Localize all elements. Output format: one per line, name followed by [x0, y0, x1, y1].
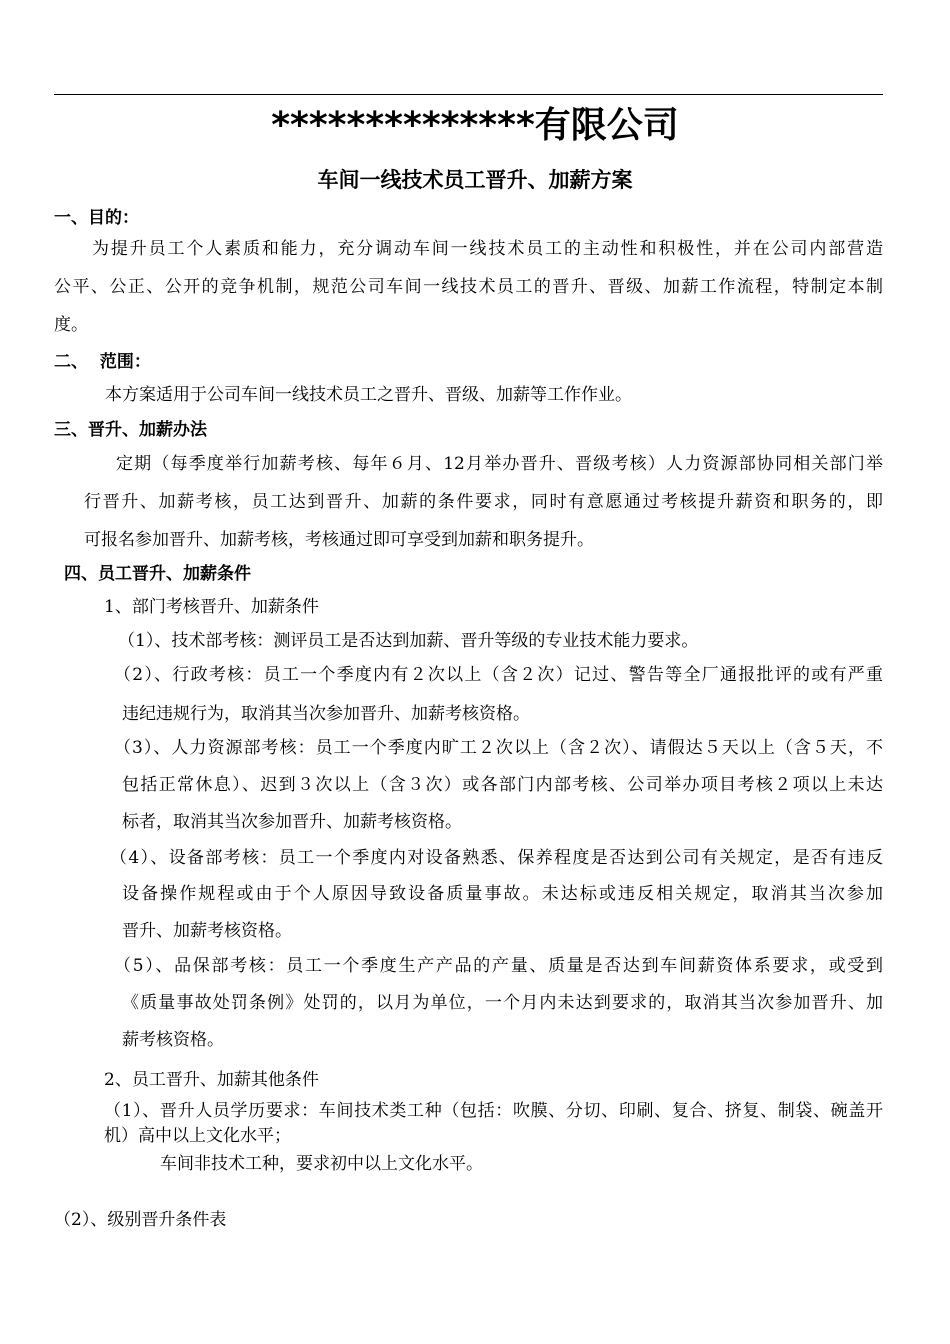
list-item: （5）、品保部考核：员工一个季度生产产品的产量、质量是否达到车间薪资体系要求，或受到	[114, 956, 883, 976]
list-item-note: 车间非技术工种，要求初中以上文化水平。	[160, 1154, 483, 1174]
list-item-continuation: 违纪违规行为，取消其当次参加晋升、加薪考核资格。	[122, 704, 530, 724]
section-4-heading: 四、员工晋升、加薪条件	[64, 564, 251, 584]
list-item-continuation: 设备操作规程或由于个人原因导致设备质量事故。未达标或违反相关规定，取消其当次参加	[122, 884, 883, 904]
list-item-continuation: 《质量事故处罚条例》处罚的，以月为单位，一个月内未达到要求的，取消其当次参加晋升、加	[122, 993, 883, 1013]
list-item: （2）、级别晋升条件表	[54, 1210, 227, 1230]
list-item: （4）、设备部考核：员工一个季度内对设备熟悉、保养程度是否达到公司有关规定，是否有违反	[110, 848, 883, 868]
section-3-heading: 三、晋升、加薪办法	[54, 420, 207, 440]
paragraph-line: 公平、公正、公开的竞争机制，规范公司车间一线技术员工的晋升、晋级、加薪工作流程，特制定本制	[54, 277, 883, 297]
header-rule	[54, 94, 883, 95]
company-title: **************有限公司	[271, 105, 679, 146]
paragraph-line: 定期（每季度举行加薪考核、每年６月、12月举办晋升、晋级考核）人力资源部协同相关部门举	[116, 454, 883, 474]
paragraph-line: 度。	[54, 315, 88, 335]
subsection-2-title: 2、员工晋升、加薪其他条件	[104, 1070, 319, 1090]
paragraph-line: 为提升员工个人素质和能力，充分调动车间一线技术员工的主动性和积极性，并在公司内部营造	[92, 239, 883, 259]
list-item-continuation: 机）高中以上文化水平；	[104, 1126, 291, 1146]
list-item: （2）、行政考核：员工一个季度内有２次以上（含２次）记过、警告等全厂通报批评的或有严重	[114, 665, 883, 685]
section-1-heading: 一、目的：	[54, 208, 139, 228]
paragraph-line: 本方案适用于公司车间一线技术员工之晋升、晋级、加薪等工作作业。	[105, 385, 632, 405]
list-item: （1）、技术部考核：测评员工是否达到加薪、晋升等级的专业技术能力要求。	[118, 631, 699, 651]
paragraph-line: 可报名参加晋升、加薪考核，考核通过即可享受到加薪和职务提升。	[84, 530, 594, 550]
list-item: （3）、人力资源部考核：员工一个季度内旷工２次以上（含２次）、请假达５天以上（含５天，不	[114, 738, 883, 758]
list-item-continuation: 包括正常休息）、迟到３次以上（含３次）或各部门内部考核、公司举办项目考核２项以上未达	[122, 775, 883, 795]
section-2-heading: 二、 范围：	[54, 352, 151, 372]
list-item: （1）、晋升人员学历要求：车间技术类工种（包括：吹膜、分切、印刷、复合、挤复、制袋、碗盖开	[104, 1101, 883, 1121]
subsection-1-title: 1、部门考核晋升、加薪条件	[104, 597, 319, 617]
paragraph-line: 行晋升、加薪考核，员工达到晋升、加薪的条件要求，同时有意愿通过考核提升薪资和职务的，即	[84, 492, 883, 512]
document-subtitle: 车间一线技术员工晋升、加薪方案	[317, 168, 633, 192]
list-item-continuation: 标者，取消其当次参加晋升、加薪考核资格。	[122, 812, 462, 832]
list-item-continuation: 薪考核资格。	[122, 1030, 224, 1050]
list-item-continuation: 晋升、加薪考核资格。	[122, 921, 292, 941]
